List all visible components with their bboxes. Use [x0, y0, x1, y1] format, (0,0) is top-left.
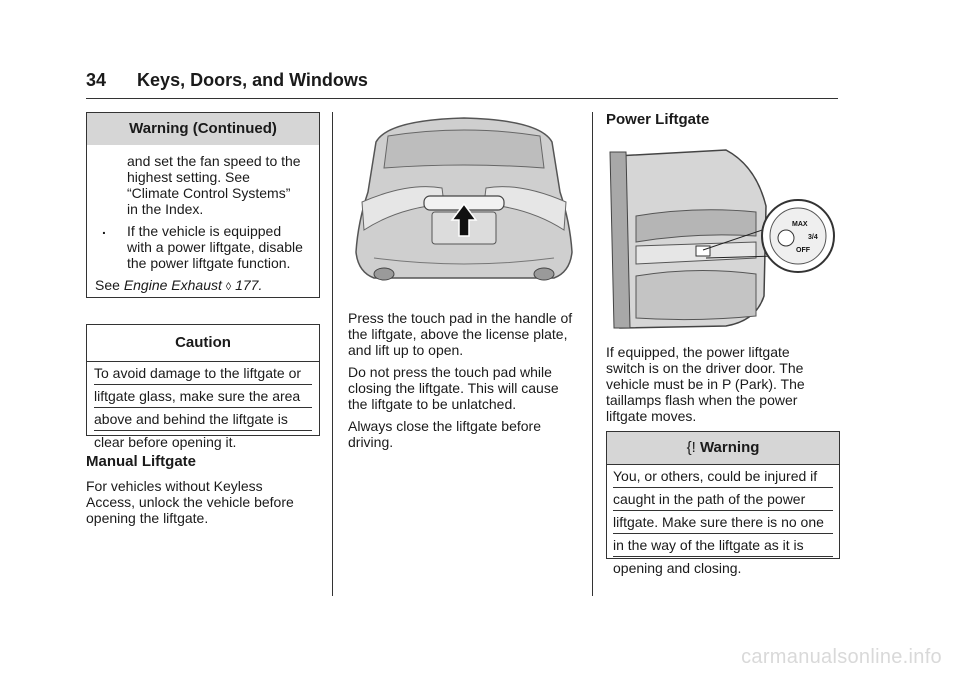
power-liftgate-line: vehicle must be in P (Park). The: [606, 376, 805, 392]
middle-para1-line: the liftgate, above the license plate,: [348, 326, 568, 342]
middle-para2-line: closing the liftgate. This will cause: [348, 380, 559, 396]
bullet: .: [102, 221, 106, 237]
page-number: 34: [86, 70, 107, 90]
power-liftgate-heading: Power Liftgate: [606, 111, 710, 128]
section-title: Keys, Doors, and Windows: [137, 70, 368, 90]
warning-line: opening and closing.: [613, 560, 742, 576]
page-header: [86, 70, 368, 91]
warning-text-line: in the Index.: [127, 201, 204, 217]
bullet-text-line: If the vehicle is equipped: [127, 223, 282, 239]
middle-para2-line: Do not press the touch pad while: [348, 364, 552, 380]
warning-line: caught in the path of the power: [613, 488, 833, 511]
power-liftgate-line: If equipped, the power liftgate: [606, 344, 790, 360]
switch-label-off: OFF: [796, 247, 810, 254]
reference-title: Engine Exhaust: [123, 277, 222, 293]
caution-box: [86, 324, 320, 450]
bullet-text-line: with a power liftgate, disable: [127, 239, 303, 255]
watermark: carmanualsonline.info: [741, 646, 942, 668]
caution-line: To avoid damage to the liftgate or: [94, 362, 312, 385]
warning-line: liftgate. Make sure there is no one: [613, 511, 833, 534]
caution-line: liftgate glass, make sure the area: [94, 385, 312, 408]
middle-para1-line: and lift up to open.: [348, 342, 464, 358]
power-liftgate-line: switch is on the driver door. The: [606, 360, 804, 376]
warning-box: [606, 431, 840, 576]
warning-icon: {!: [686, 439, 696, 456]
manual-liftgate-heading: Manual Liftgate: [86, 453, 197, 470]
column-divider-right: [592, 112, 593, 596]
see-reference: [95, 277, 262, 295]
warning-line: in the way of the liftgate as it is: [613, 534, 833, 557]
middle-para1-line: Press the touch pad in the handle of: [348, 310, 573, 326]
see-label: See: [95, 277, 120, 293]
warning-continued-box: [86, 112, 320, 298]
warning-line: You, or others, could be injured if: [613, 465, 833, 488]
warning-text-line: highest setting. See: [127, 169, 250, 185]
manual-liftgate-line: opening the liftgate.: [86, 510, 209, 526]
warning-text-line: and set the fan speed to the: [127, 153, 301, 169]
warning-text-line: “Climate Control Systems”: [127, 185, 291, 201]
middle-para3-line: driving.: [348, 434, 394, 450]
caution-title: Caution: [87, 325, 319, 362]
middle-para3-line: Always close the liftgate before: [348, 418, 541, 434]
bullet-text-line: the power liftgate function.: [127, 255, 291, 271]
warning-title-text: Warning: [699, 439, 760, 456]
manual-liftgate-line: For vehicles without Keyless: [86, 478, 263, 494]
header-rule: [86, 98, 838, 99]
switch-label-max: MAX: [792, 221, 808, 228]
power-liftgate-line: taillamps flash when the power: [606, 392, 798, 408]
middle-para2-line: the liftgate to be unlatched.: [348, 396, 517, 412]
reference-page: 177.: [235, 277, 263, 293]
switch-label-3-4: 3/4: [808, 234, 818, 241]
liftgate-rear-illustration: [348, 112, 580, 292]
warning-title: [607, 432, 839, 465]
caution-line: clear before opening it.: [94, 434, 237, 450]
driver-door-illustration: [606, 146, 838, 332]
column-divider-left: [332, 112, 333, 596]
power-liftgate-line: liftgate moves.: [606, 408, 697, 424]
manual-liftgate-line: Access, unlock the vehicle before: [86, 494, 294, 510]
page-ref-icon: ◊: [225, 281, 232, 293]
caution-line: above and behind the liftgate is: [94, 408, 312, 431]
warning-continued-title: Warning (Continued): [87, 113, 319, 145]
